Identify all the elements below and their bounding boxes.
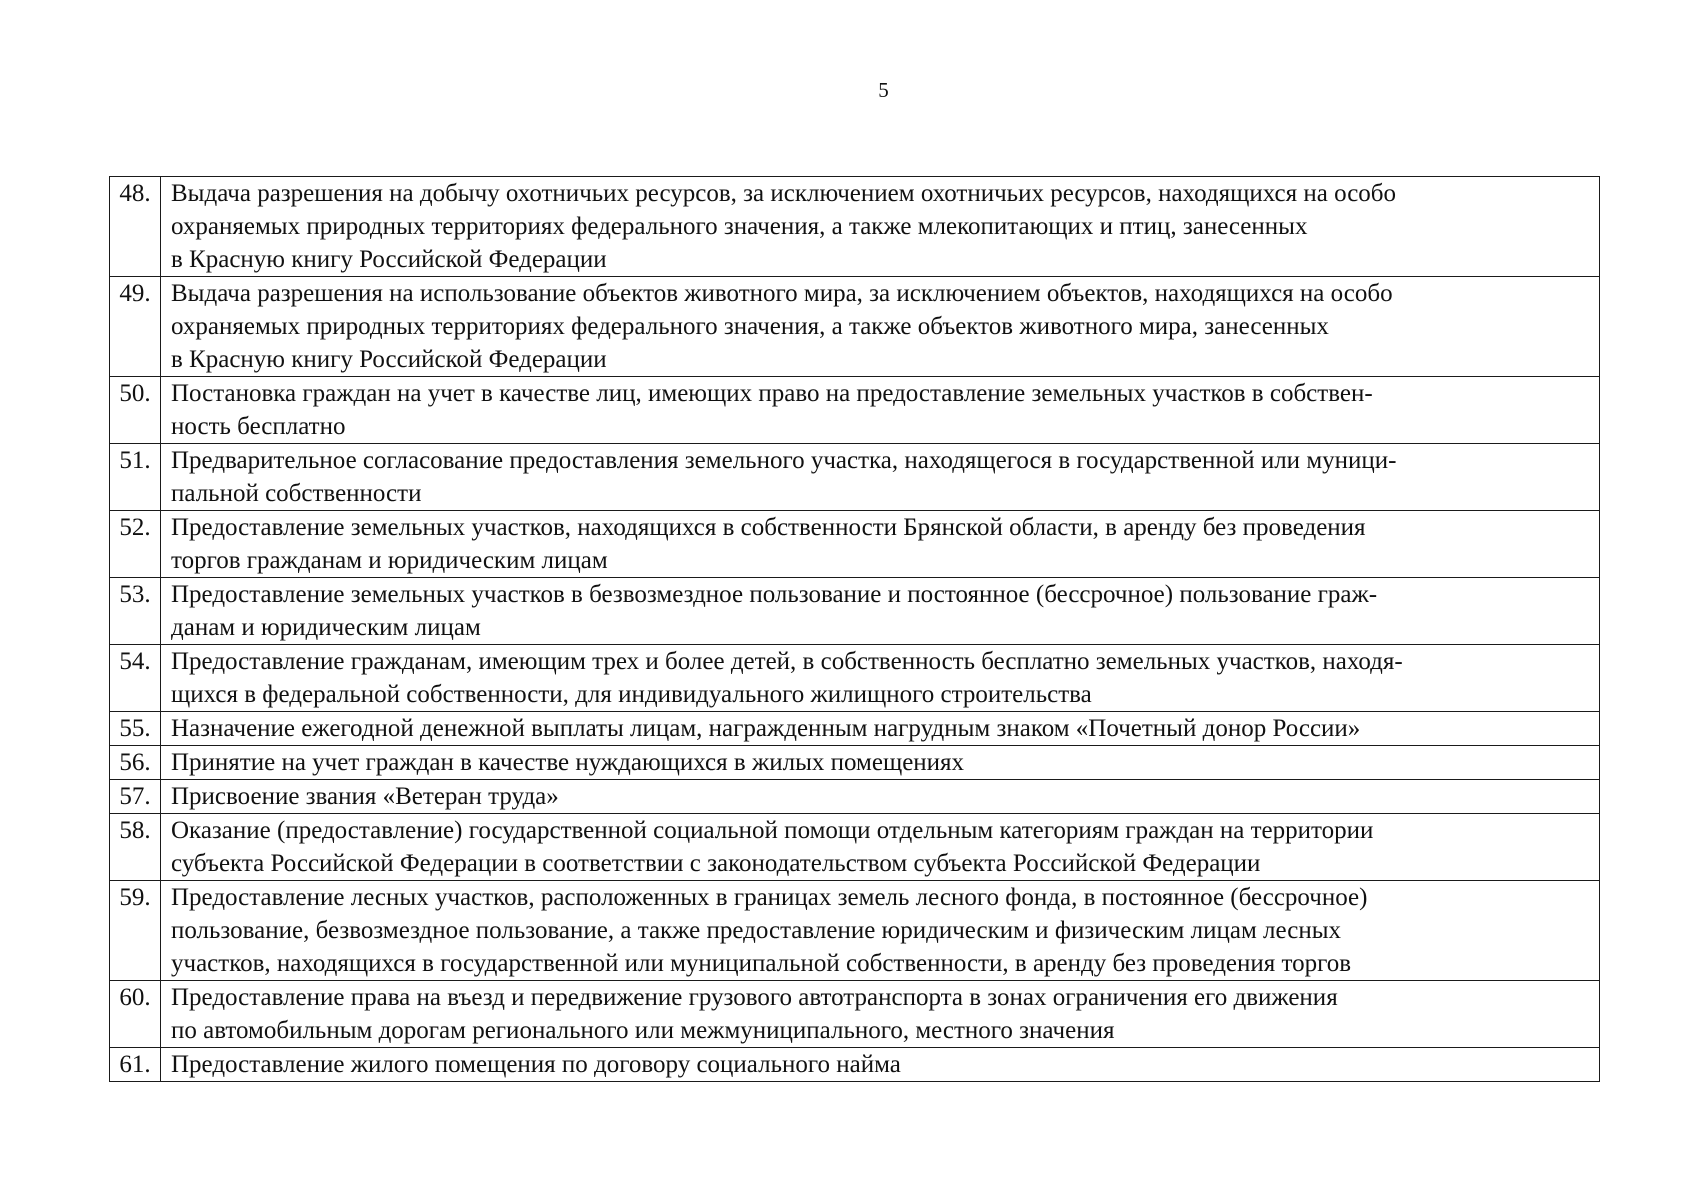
services-table	[109, 176, 1600, 1082]
description-line: по автомобильным дорогам регионального или межмуниципального, местного значения	[171, 1017, 1115, 1044]
service-description	[161, 444, 1600, 511]
table-row	[110, 645, 1600, 712]
description-line: Предоставление земельных участков, находящихся в собственности Брянской области, в аренду без проведения	[171, 514, 1366, 541]
row-number: 52.	[110, 511, 161, 578]
row-number: 54.	[110, 645, 161, 712]
table-row	[110, 1048, 1600, 1082]
row-number: 60.	[110, 981, 161, 1048]
row-number: 57.	[110, 780, 161, 814]
table-row	[110, 981, 1600, 1048]
description-line: Присвоение звания «Ветеран труда»	[171, 783, 559, 810]
service-description	[161, 277, 1600, 377]
table-row	[110, 177, 1600, 277]
description-line: Выдача разрешения на добычу охотничьих ресурсов, за исключением охотничьих ресурсов, находящихся на особо	[171, 180, 1397, 207]
description-line: субъекта Российской Федерации в соответствии с законодательством субъекта Российской Федерации	[171, 850, 1261, 877]
service-description	[161, 814, 1600, 881]
description-line: Предоставление гражданам, имеющим трех и более детей, в собственность бесплатно земельных участков, находя-	[171, 648, 1403, 675]
description-line: Назначение ежегодной денежной выплаты лицам, награжденным нагрудным знаком «Почетный донор России»	[171, 715, 1361, 742]
page-number: 5	[878, 78, 889, 102]
row-number: 59.	[110, 881, 161, 981]
description-line: ность бесплатно	[171, 413, 346, 440]
description-line: в Красную книгу Российской Федерации	[171, 346, 607, 373]
services-table-body	[110, 177, 1600, 1082]
table-row	[110, 511, 1600, 578]
table-row	[110, 578, 1600, 645]
description-line: охраняемых природных территориях федерального значения, а также млекопитающих и птиц, занесенных	[171, 213, 1308, 240]
description-line: охраняемых природных территориях федерального значения, а также объектов животного мира, занесенных	[171, 313, 1329, 340]
row-number: 49.	[110, 277, 161, 377]
description-line: Принятие на учет граждан в качестве нуждающихся в жилых помещениях	[171, 749, 965, 776]
row-number: 58.	[110, 814, 161, 881]
table-row	[110, 377, 1600, 444]
service-description	[161, 1048, 1600, 1082]
row-number: 61.	[110, 1048, 161, 1082]
table-row	[110, 712, 1600, 746]
service-description	[161, 645, 1600, 712]
table-row	[110, 746, 1600, 780]
description-line: в Красную книгу Российской Федерации	[171, 246, 607, 273]
description-line: Предоставление лесных участков, расположенных в границах земель лесного фонда, в постоянное (бессрочное)	[171, 884, 1368, 911]
table-row	[110, 780, 1600, 814]
row-number: 48.	[110, 177, 161, 277]
description-line: Предоставление права на въезд и передвижение грузового автотранспорта в зонах ограничения его движения	[171, 984, 1338, 1011]
description-line: Предоставление земельных участков в безвозмездное пользование и постоянное (бессрочное) пользование граж-	[171, 581, 1378, 608]
table-row	[110, 277, 1600, 377]
table-row	[110, 881, 1600, 981]
service-description	[161, 578, 1600, 645]
description-line: Предоставление жилого помещения по договору социального найма	[171, 1051, 901, 1078]
table-row	[110, 814, 1600, 881]
service-description	[161, 177, 1600, 277]
row-number: 53.	[110, 578, 161, 645]
table-row	[110, 444, 1600, 511]
description-line: пользование, безвозмездное пользование, а также предоставление юридическим и физическим лицам лесных	[171, 917, 1341, 944]
description-line: участков, находящихся в государственной или муниципальной собственности, в аренду без проведения торгов	[171, 950, 1352, 977]
row-number: 51.	[110, 444, 161, 511]
description-line: щихся в федеральной собственности, для индивидуального жилищного строительства	[171, 681, 1092, 708]
row-number: 56.	[110, 746, 161, 780]
service-description	[161, 377, 1600, 444]
description-line: пальной собственности	[171, 480, 422, 507]
description-line: Оказание (предоставление) государственной социальной помощи отдельным категориям граждан на территории	[171, 817, 1374, 844]
description-line: Постановка граждан на учет в качестве лиц, имеющих право на предоставление земельных участков в собствен-	[171, 380, 1373, 407]
description-line: данам и юридическим лицам	[171, 614, 481, 641]
service-description	[161, 712, 1600, 746]
description-line: Выдача разрешения на использование объектов животного мира, за исключением объектов, находящихся на особо	[171, 280, 1393, 307]
service-description	[161, 746, 1600, 780]
row-number: 55.	[110, 712, 161, 746]
service-description	[161, 511, 1600, 578]
service-description	[161, 881, 1600, 981]
description-line: торгов гражданам и юридическим лицам	[171, 547, 608, 574]
row-number: 50.	[110, 377, 161, 444]
service-description	[161, 780, 1600, 814]
service-description	[161, 981, 1600, 1048]
description-line: Предварительное согласование предоставления земельного участка, находящегося в государственной или муници-	[171, 447, 1397, 474]
